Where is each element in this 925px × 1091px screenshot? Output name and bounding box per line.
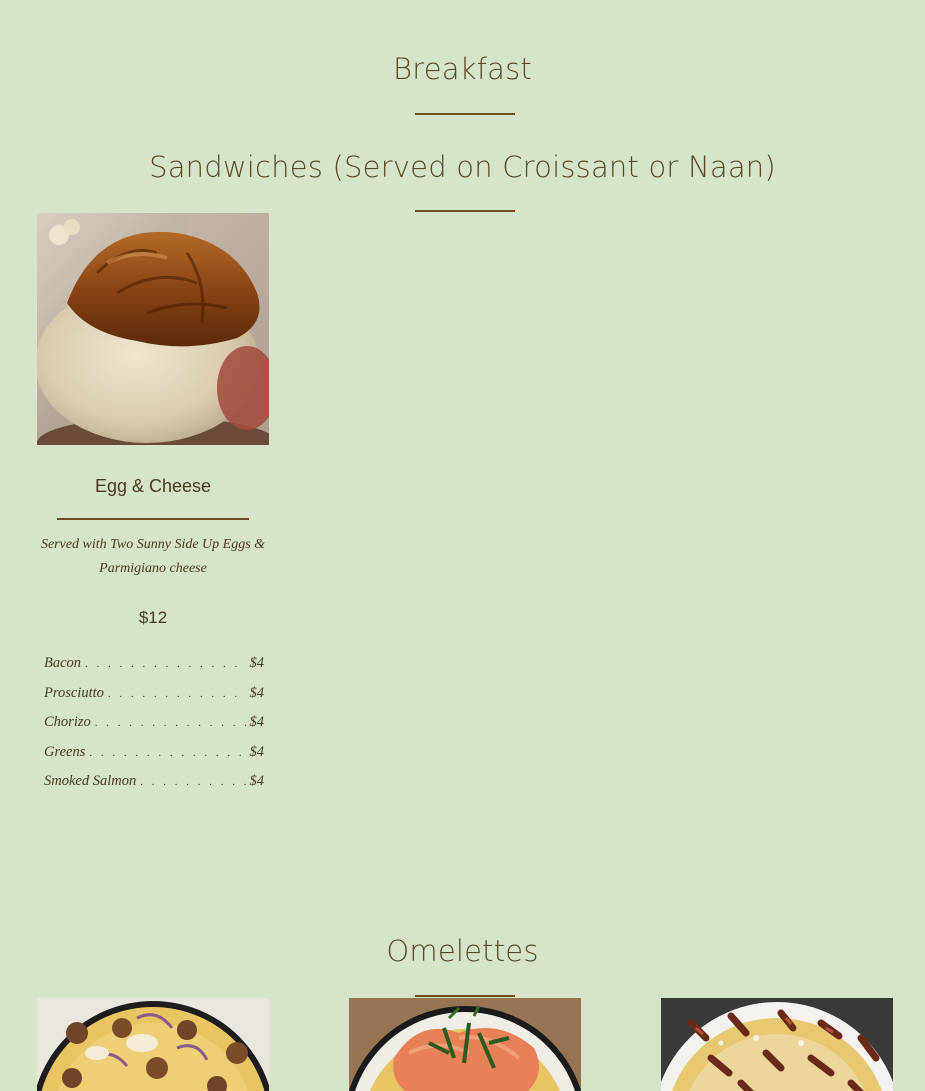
omelettes-title: Omelettes [386, 934, 539, 968]
addon-label: Greens [44, 743, 86, 760]
addon-label: Chorizo [44, 714, 91, 730]
addon-item [44, 655, 264, 685]
addon-price: $4 [249, 655, 264, 671]
addon-list [44, 655, 264, 803]
breakfast-title: Breakfast [393, 52, 532, 86]
addon-item [44, 714, 264, 744]
addon-item [44, 685, 264, 715]
item-price: $12 [138, 608, 168, 627]
omelettes-divider [415, 995, 515, 997]
addon-price: $4 [249, 773, 264, 789]
addon-item [44, 744, 264, 774]
addon-price: $4 [249, 743, 264, 760]
omelette-photo-sausage [37, 998, 269, 1091]
addon-leader [95, 717, 246, 729]
addon-item [44, 773, 264, 803]
item-divider [57, 518, 249, 520]
addon-leader [89, 747, 245, 759]
addon-label: Prosciutto [44, 684, 104, 701]
sandwiches-divider [415, 210, 515, 212]
addon-leader [140, 776, 245, 788]
omelette-photo-salmon [349, 998, 581, 1091]
addon-label: Smoked Salmon [44, 773, 137, 789]
egg-cheese-photo [37, 213, 269, 445]
addon-price: $4 [249, 714, 264, 730]
addon-leader [108, 688, 246, 700]
omelette-photo-bacon [661, 998, 893, 1091]
sandwiches-title: Sandwiches (Served on Croissant or Naan) [149, 150, 776, 184]
addon-label: Bacon [44, 655, 82, 671]
breakfast-divider [415, 113, 515, 115]
item-description: Served with Two Sunny Side Up Eggs & Parmigiano cheese [40, 537, 266, 576]
addon-leader [85, 658, 245, 670]
item-name: Egg & Cheese [94, 476, 212, 496]
addon-price: $4 [249, 684, 264, 701]
